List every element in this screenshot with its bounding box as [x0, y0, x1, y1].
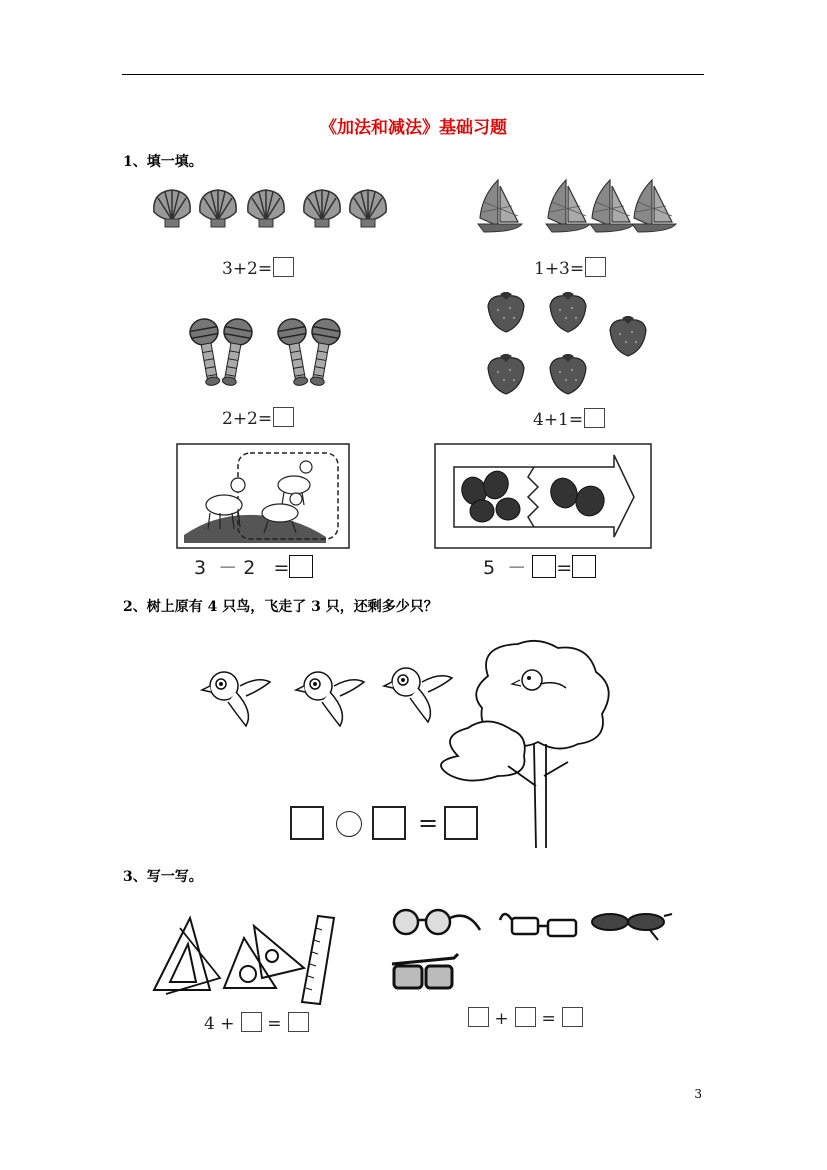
leaves-picture	[434, 443, 652, 549]
sailboat-icon	[632, 180, 676, 232]
equation-tools: 4 + =	[204, 1012, 309, 1034]
equation-rattles: 2+2=	[222, 407, 294, 429]
shell-icon	[248, 190, 284, 227]
equals-sign: =	[418, 809, 439, 837]
shell-icon	[304, 190, 340, 227]
answer-box[interactable]	[572, 555, 596, 578]
shell-icon	[154, 190, 190, 227]
equation-leaves: 5 － =	[483, 553, 623, 580]
deer-picture	[176, 443, 350, 549]
strawberry-icon	[550, 354, 586, 394]
boats-group	[474, 180, 679, 232]
answer-box[interactable]	[444, 806, 478, 840]
triangle-ruler-icon	[154, 918, 220, 994]
answer-box[interactable]	[515, 1007, 536, 1027]
sailboat-icon	[590, 180, 634, 232]
question-3-heading: 3、写一写。	[123, 869, 203, 885]
strawberry-icon	[610, 316, 646, 356]
answer-box[interactable]	[273, 407, 294, 427]
glasses-icon	[592, 914, 672, 940]
glasses-group	[388, 900, 678, 1000]
shell-icon	[200, 190, 236, 227]
operator-circle[interactable]	[336, 811, 362, 837]
shell-icon	[350, 190, 386, 227]
answer-box[interactable]	[241, 1012, 262, 1032]
answer-box[interactable]	[532, 555, 556, 578]
glasses-icon	[500, 914, 576, 936]
glasses-icon	[394, 910, 480, 934]
triangle-ruler-icon	[224, 926, 304, 988]
strawberry-icon	[488, 292, 524, 332]
header-rule	[122, 74, 704, 75]
equation-deer: 3 － 2 =	[194, 553, 334, 580]
page-title: 《加法和减法》基础习题	[320, 118, 507, 138]
answer-box[interactable]	[290, 806, 324, 840]
rattle-icon	[215, 317, 254, 388]
rattle-icon	[188, 317, 227, 388]
birds-group	[200, 662, 460, 732]
sailboat-icon	[478, 180, 522, 232]
bird-icon	[296, 672, 364, 726]
answer-box[interactable]	[562, 1007, 583, 1027]
equation-strawberries: 4+1=	[533, 408, 605, 430]
answer-box[interactable]	[372, 806, 406, 840]
question-2-heading: 2、树上原有 4 只鸟，飞走了 3 只，还剩多少只？	[123, 599, 438, 615]
answer-box[interactable]	[468, 1007, 489, 1027]
page-number: 3	[694, 1087, 702, 1101]
equation-shells: 3+2=	[222, 257, 294, 279]
tools-group	[150, 908, 340, 1004]
answer-box[interactable]	[288, 1012, 309, 1032]
answer-box[interactable]	[273, 257, 294, 277]
answer-box[interactable]	[584, 408, 605, 428]
strawberries-group	[484, 290, 654, 398]
bird-icon	[202, 672, 270, 726]
answer-box[interactable]	[585, 257, 606, 277]
rattles-group	[186, 316, 346, 388]
strawberry-icon	[488, 354, 524, 394]
ruler-icon	[302, 916, 334, 1004]
rattle-icon	[276, 317, 315, 388]
sailboat-icon	[546, 180, 590, 232]
glasses-icon	[392, 954, 458, 988]
strawberry-icon	[550, 292, 586, 332]
shells-group	[148, 186, 393, 232]
question-1-heading: 1、填一填。	[123, 154, 203, 170]
equation-birds	[290, 806, 520, 840]
equation-glasses: + =	[467, 1007, 583, 1029]
rattle-icon	[303, 317, 342, 388]
answer-box[interactable]	[289, 555, 313, 578]
equation-boats: 1+3=	[534, 257, 606, 279]
